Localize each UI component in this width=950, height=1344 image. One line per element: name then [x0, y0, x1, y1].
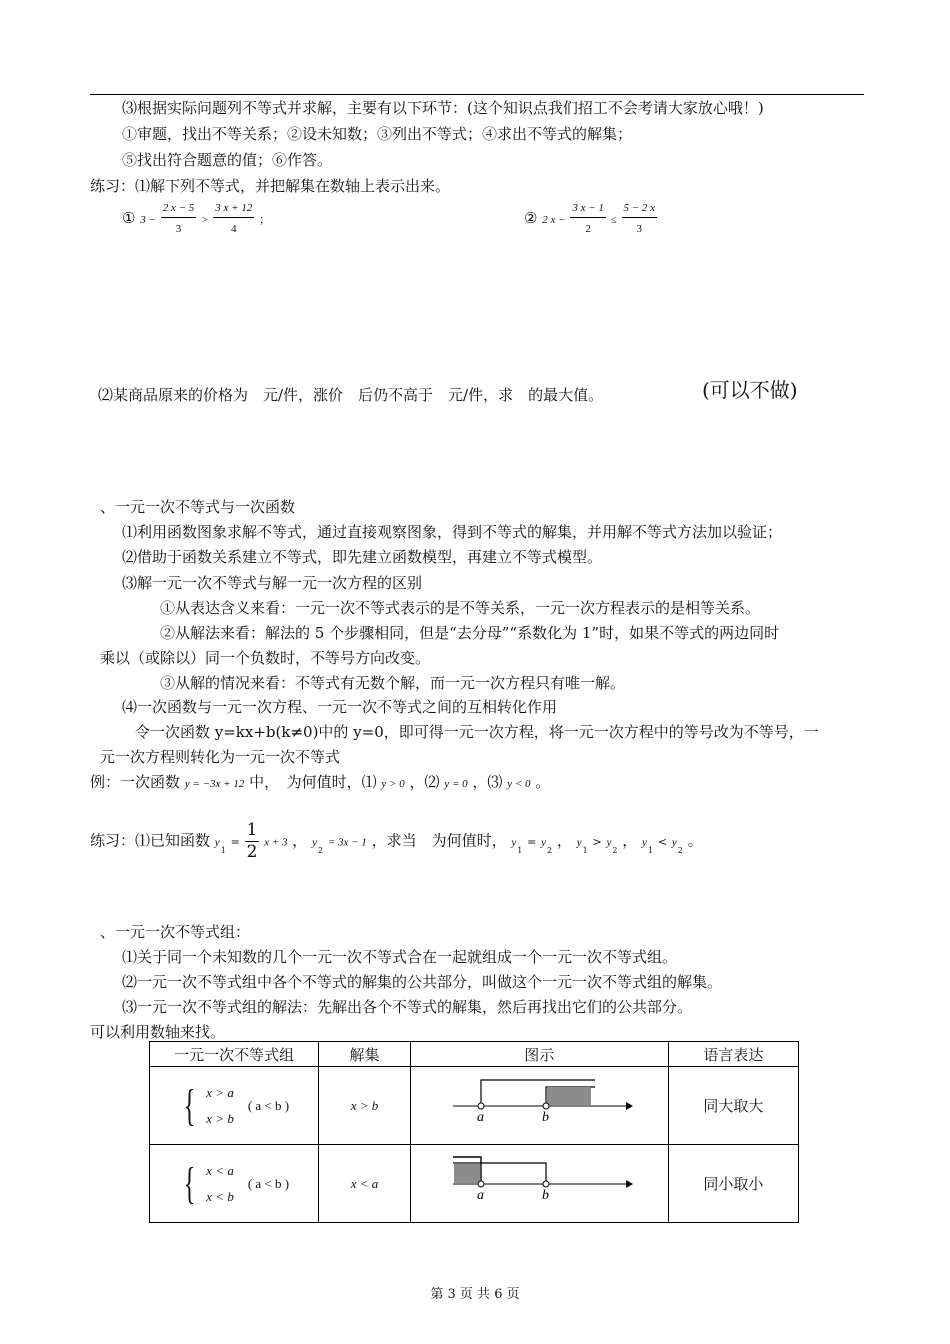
- section-system-p1: ⑴关于同一个未知数的几个一元一次不等式合在一起就组成一个一元一次不等式组。: [122, 948, 678, 966]
- problem1-num1: 2 x − 5: [161, 203, 197, 218]
- exercise1-label: 练习：⑴解下列不等式，并把解集在数轴上表示出来。: [90, 177, 451, 195]
- table-cell-diagram: [410, 1067, 668, 1145]
- section-system-heading: 、一元一次不等式组：: [100, 923, 251, 941]
- exercise-f1-tail: x + 3: [264, 836, 288, 849]
- section-system-p3: ⑶一元一次不等式组的解法：先解出各个不等式的解集，然后再找出它们的公共部分。: [122, 998, 693, 1016]
- brace-glyph: {: [183, 1080, 196, 1130]
- solution-table: [149, 1041, 799, 1223]
- exercise1-problem1: [122, 203, 270, 235]
- label-b: b: [541, 1188, 549, 1203]
- point-b: [543, 1181, 549, 1187]
- table-row: [150, 1067, 799, 1145]
- exercise1-question2-note: (可以不做): [702, 378, 798, 402]
- exercise-mid: ，求当 为何值时，: [371, 831, 507, 850]
- exercise-cmp1-op: =: [527, 835, 537, 849]
- exercise-fraction-num: 1: [246, 820, 258, 840]
- table-cell-diagram: [410, 1145, 668, 1223]
- exercise-end: 。: [687, 831, 703, 850]
- problem1-tail: ；: [259, 213, 271, 226]
- system-ineq2: x > b: [206, 1110, 234, 1126]
- exercise-y1-sub: 1: [220, 845, 226, 855]
- table-cell-system: [150, 1145, 319, 1223]
- exercise-fraction: [245, 822, 260, 861]
- section-func-p2: ⑵借助于函数关系建立不等式，即先建立函数模型，再建立不等式模型。: [122, 548, 603, 566]
- exercise-cmp2-sub2: 2: [612, 845, 618, 855]
- sec3-item3-line1: ①审题，找出不等关系；②设未知数；③列出不等式；④求出不等式的解集；: [122, 125, 633, 143]
- exercise-cmp3-sub1: 1: [647, 845, 654, 855]
- axis-arrow-icon: [626, 1102, 633, 1110]
- exercise-fraction-den: 2: [246, 842, 258, 862]
- section-func-p3a: ①从表达含义来看：一元一次不等式表示的是不等关系，一元一次方程表示的是相等关系。: [160, 599, 761, 617]
- problem1-fraction2: [213, 203, 254, 235]
- label-b: b: [541, 1110, 549, 1125]
- section-system-p4: 可以利用数轴来找。: [90, 1023, 226, 1041]
- exercise-cmp3-y1: y: [642, 836, 647, 849]
- section-func-p3b-line2: 乘以（或除以）同一个负数时，不等号方向改变。: [100, 649, 431, 667]
- system-ineq1: x < a: [206, 1162, 234, 1178]
- exercise-cmp3-y2: y: [671, 836, 677, 849]
- section-func-p4-line1: 令一次函数 y=kx+b(k≠0)中的 y=0，即可得一元一次方程，将一元一次方程中的等号改为不等号，一: [135, 723, 819, 741]
- exercise-y2: y: [312, 836, 317, 849]
- page-footer: 第 3 页 共 6 页: [430, 1287, 520, 1302]
- exercise-eq1: =: [230, 835, 240, 849]
- inequality-system: [179, 1158, 289, 1210]
- section-func-heading: 、一元一次不等式与一次函数: [100, 498, 296, 516]
- exercise-cmp3-sub2: 2: [677, 845, 683, 855]
- section-func-p3c: ③从解的情况来看：不等式有无数个解，而一元一次方程只有唯一解。: [160, 674, 626, 692]
- exercise-cmp3-op: <: [657, 835, 668, 849]
- section-system-p2: ⑵一元一次不等式组中各个不等式的解集的公共部分，叫做这个一元一次不等式组的解集。: [122, 973, 723, 991]
- number-line-diagram: [411, 1067, 668, 1140]
- table-cell-solution: x > b: [319, 1067, 410, 1145]
- section-func-exercise: [90, 822, 703, 861]
- brace-glyph: {: [183, 1158, 196, 1208]
- problem2-marker: ②: [524, 209, 538, 227]
- problem1-den1: 3: [175, 223, 182, 235]
- problem2-op: ≤: [610, 214, 617, 226]
- axis-arrow-icon: [626, 1180, 633, 1188]
- example-end: 。: [535, 773, 551, 791]
- exercise-cmp2-op: >: [592, 835, 602, 849]
- section-func-p3: ⑶解一元一次不等式与解一元一次方程的区别: [122, 574, 423, 592]
- table-header-solution: 解集: [319, 1042, 410, 1067]
- exercise-sep-a: ，: [556, 831, 572, 850]
- table-cell-system: [150, 1067, 319, 1145]
- problem1-num2: 3 x + 12: [213, 203, 254, 218]
- exercise-lead: 练习：⑴已知函数: [90, 831, 211, 850]
- section-func-p4-line2: 元一次方程则转化为一元一次不等式: [100, 748, 341, 766]
- header-rule: [90, 94, 864, 95]
- problem2-num1: 3 x − 1: [570, 203, 606, 218]
- example-lead: 例：一次函数: [90, 773, 181, 791]
- system-ineq2: x < b: [206, 1188, 234, 1204]
- exercise-cmp2-y1: y: [576, 836, 582, 849]
- section-func-p4: ⑷一次函数与一元一次方程、一元一次不等式之间的互相转化作用: [122, 698, 558, 716]
- problem1-marker: ①: [122, 209, 136, 227]
- example-sep2: ，⑵: [409, 773, 440, 791]
- exercise-cmp1-y1: y: [511, 836, 517, 849]
- system-condition: ( a < b ): [247, 1097, 290, 1113]
- problem2-den2: 3: [636, 223, 643, 235]
- exercise1-problem2: [524, 203, 657, 235]
- problem2-lead: 2 x −: [542, 214, 566, 226]
- table-header-diagram: 图示: [410, 1042, 668, 1067]
- table-cell-phrase: 同小取小: [668, 1145, 798, 1223]
- example-sep3: ，⑶: [472, 773, 503, 791]
- label-a: a: [476, 1188, 484, 1203]
- problem2-fraction1: [570, 203, 606, 235]
- system-condition: ( a < b ): [247, 1175, 290, 1191]
- example-function: y = −3x + 12: [184, 778, 245, 790]
- exercise-sep: ，: [292, 831, 308, 850]
- sec3-item3-line2: ⑤找出符合题意的值；⑥作答。: [122, 151, 333, 169]
- sec3-item3-title: ⑶根据实际问题列不等式并求解，主要有以下环节：(这个知识点我们招工不会考请大家放心哦！): [122, 99, 764, 117]
- example-case1: y > 0: [381, 778, 405, 790]
- problem1-fraction1: [161, 203, 197, 235]
- section-func-p1: ⑴利用函数图象求解不等式，通过直接观察图象，得到不等式的解集，并用解不等式方法加以验证；: [122, 523, 783, 541]
- point-a: [478, 1181, 484, 1187]
- table-header-system: 一元一次不等式组: [150, 1042, 319, 1067]
- solution-shade: [547, 1087, 591, 1105]
- table-header-row: [150, 1042, 799, 1067]
- solution-shade: [454, 1164, 480, 1183]
- exercise-cmp2-sub1: 1: [582, 845, 588, 855]
- problem2-fraction2: [622, 203, 658, 235]
- example-mid: 中， 为何值时，⑴: [249, 773, 377, 791]
- inequality-system: [179, 1080, 289, 1132]
- exercise-f2: = 3x − 1: [327, 836, 367, 849]
- problem1-lead: 3 −: [140, 214, 156, 226]
- table-row: [150, 1145, 799, 1223]
- section-func-p3b-line1: ②从解法来看：解法的 5 个步骤相同，但是“去分母”“系数化为 1”时，如果不等式的两边同时: [160, 624, 780, 642]
- problem1-den2: 4: [231, 223, 237, 235]
- exercise-cmp2-y2: y: [606, 836, 612, 849]
- label-a: a: [476, 1110, 484, 1125]
- example-case2: y = 0: [444, 778, 468, 790]
- exercise-cmp1-sub2: 2: [547, 845, 553, 855]
- table-cell-phrase: 同大取大: [668, 1067, 798, 1145]
- exercise-y2-sub: 2: [317, 845, 324, 855]
- problem1-op: >: [201, 214, 209, 226]
- exercise-cmp1-sub1: 1: [517, 845, 523, 855]
- exercise-cmp1-y2: y: [541, 836, 547, 849]
- table-header-phrase: 语言表达: [668, 1042, 798, 1067]
- exercise-y1: y: [214, 836, 220, 849]
- number-line-diagram: [411, 1145, 668, 1218]
- point-a: [478, 1103, 484, 1109]
- example-case3: y < 0: [507, 778, 531, 790]
- problem2-den1: 2: [585, 223, 591, 235]
- point-b: [543, 1103, 549, 1109]
- table-cell-solution: x < a: [319, 1145, 410, 1223]
- system-ineq1: x > a: [206, 1084, 234, 1100]
- problem2-num2: 5 − 2 x: [622, 203, 658, 218]
- exercise1-question2: ⑵某商品原来的价格为 元/件，涨价 后仍不高于 元/件，求 的最大值。: [98, 386, 604, 404]
- exercise-sep-b: ，: [622, 831, 638, 850]
- section-func-example: [90, 771, 550, 792]
